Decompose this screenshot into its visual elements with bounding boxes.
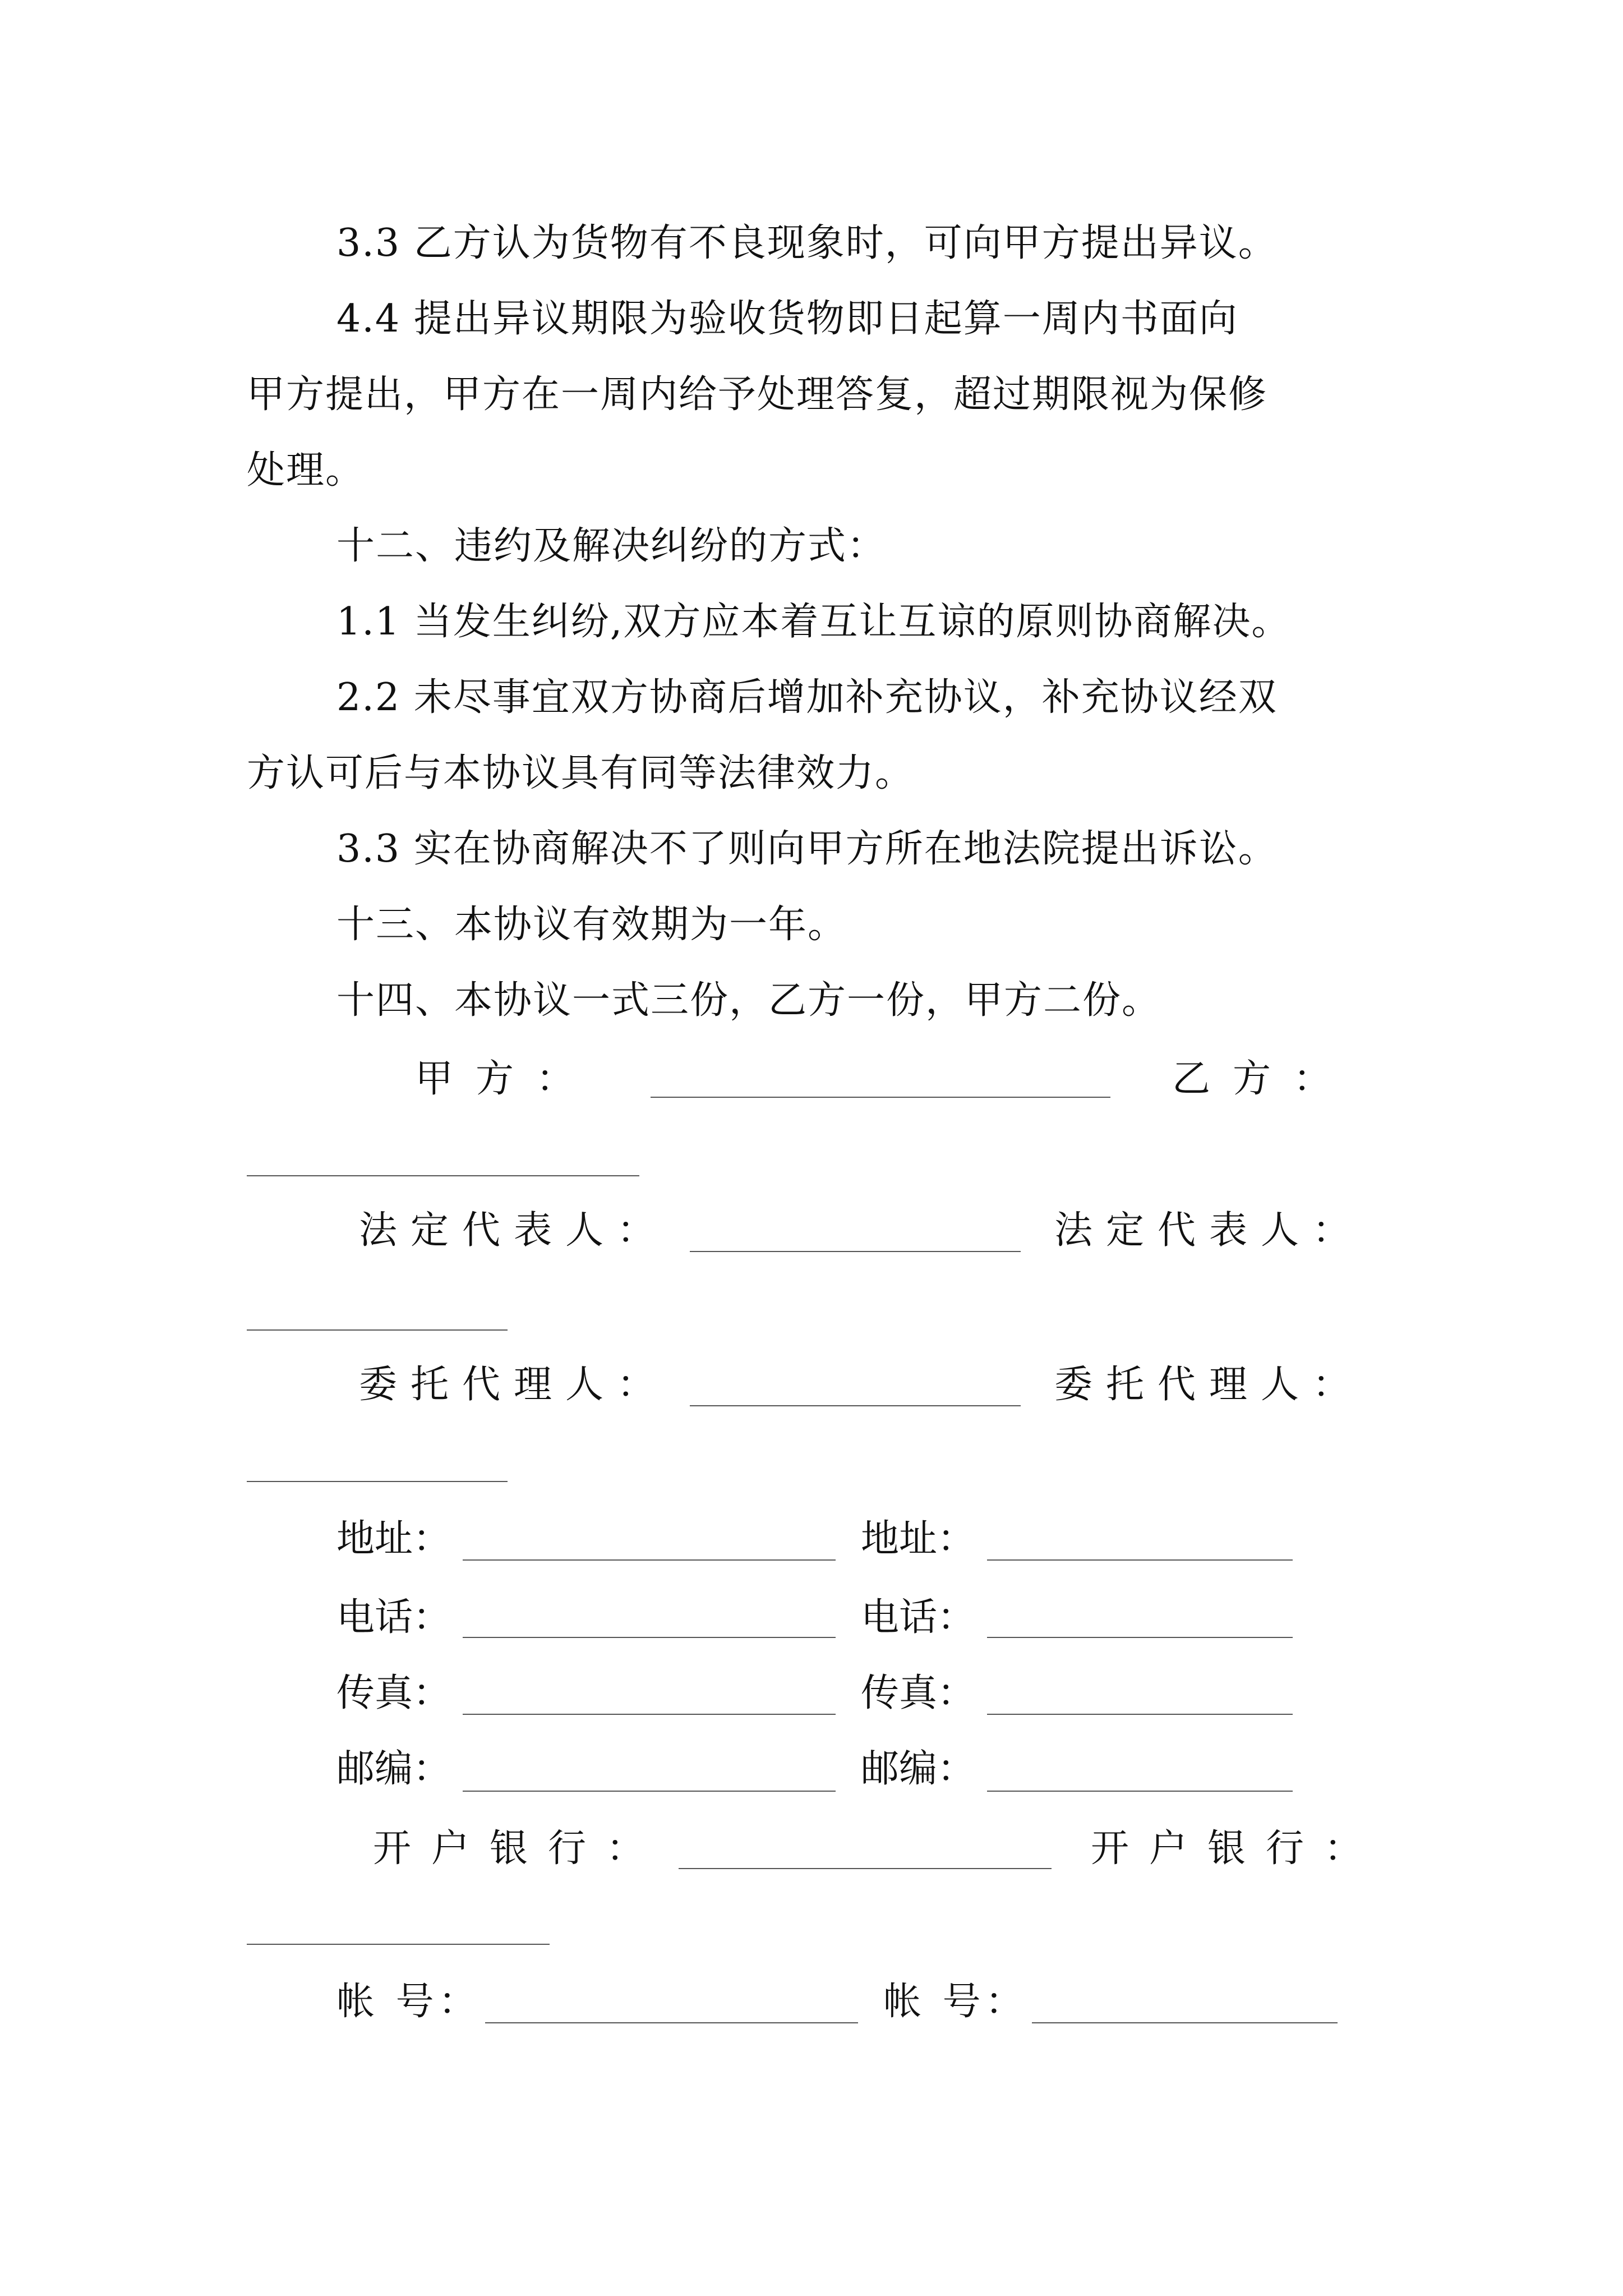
address-b-blank: [987, 1559, 1293, 1561]
postcode-b-blank: [987, 1791, 1293, 1792]
fax-b-label: 传真：: [861, 1671, 976, 1715]
bank-b-label: 开户银行：: [1091, 1826, 1383, 1871]
clause-3-3-litigation: 3.3 实在协商解决不了则向甲方所在地法院提出诉讼。: [336, 827, 1278, 871]
clause-4-4-line-3: 处理。: [247, 448, 365, 493]
postcode-a-blank: [463, 1791, 836, 1792]
party-b-label: 乙方：: [1172, 1057, 1354, 1101]
party-b-blank: [247, 1175, 639, 1176]
address-a-label: 地址：: [336, 1517, 451, 1561]
phone-a-label: 电话：: [336, 1595, 451, 1640]
fax-a-label: 传真：: [336, 1671, 451, 1715]
phone-b-label: 电话：: [861, 1595, 976, 1640]
agent-b-label: 委托代理人：: [1054, 1363, 1364, 1407]
account-a-label: 帐 号：: [336, 1980, 481, 2024]
party-a-blank: [651, 1097, 1110, 1098]
legal-rep-b-label: 法定代表人：: [1054, 1208, 1364, 1253]
phone-a-blank: [463, 1637, 836, 1638]
section-14: 十四、本协议一式三份，乙方一份，甲方二份。: [336, 978, 1161, 1023]
clause-4-4-line-2: 甲方提出，甲方在一周内给予处理答复，超过期限视为保修: [247, 372, 1268, 417]
section-13: 十三、本协议有效期为一年。: [336, 903, 847, 947]
agent-b-blank: [247, 1481, 508, 1482]
clause-2-2-line-2: 方认可后与本协议具有同等法律效力。: [247, 751, 915, 795]
address-b-label: 地址：: [861, 1517, 976, 1561]
clause-3-3: 3.3 乙方认为货物有不良现象时，可向甲方提出异议。: [336, 221, 1278, 265]
agent-a-blank: [690, 1405, 1021, 1406]
address-a-blank: [463, 1559, 836, 1561]
legal-rep-b-blank: [247, 1329, 508, 1331]
clause-2-2-line-1: 2.2 未尽事宜双方协商后增加补充协议，补充协议经双: [336, 675, 1278, 720]
clause-4-4-line-1: 4.4 提出异议期限为验收货物即日起算一周内书面向: [336, 297, 1238, 341]
agent-a-label: 委托代理人：: [359, 1363, 669, 1407]
fax-a-blank: [463, 1714, 836, 1715]
clause-1-1: 1.1 当发生纠纷,双方应本着互让互谅的原则协商解决。: [336, 600, 1291, 644]
section-12-heading: 十二、违约及解决纠纷的方式：: [336, 524, 887, 568]
account-a-blank: [485, 2022, 858, 2023]
bank-b-blank: [247, 1944, 550, 1945]
account-b-label: 帐 号：: [883, 1980, 1028, 2024]
legal-rep-a-label: 法定代表人：: [359, 1208, 669, 1253]
phone-b-blank: [987, 1637, 1293, 1638]
bank-a-blank: [679, 1868, 1052, 1869]
party-a-label: 甲方：: [415, 1057, 597, 1101]
postcode-b-label: 邮编：: [861, 1747, 976, 1791]
account-b-blank: [1032, 2022, 1338, 2023]
legal-rep-a-blank: [690, 1251, 1021, 1252]
postcode-a-label: 邮编：: [336, 1747, 451, 1791]
bank-a-label: 开户银行：: [373, 1826, 665, 1871]
fax-b-blank: [987, 1714, 1293, 1715]
